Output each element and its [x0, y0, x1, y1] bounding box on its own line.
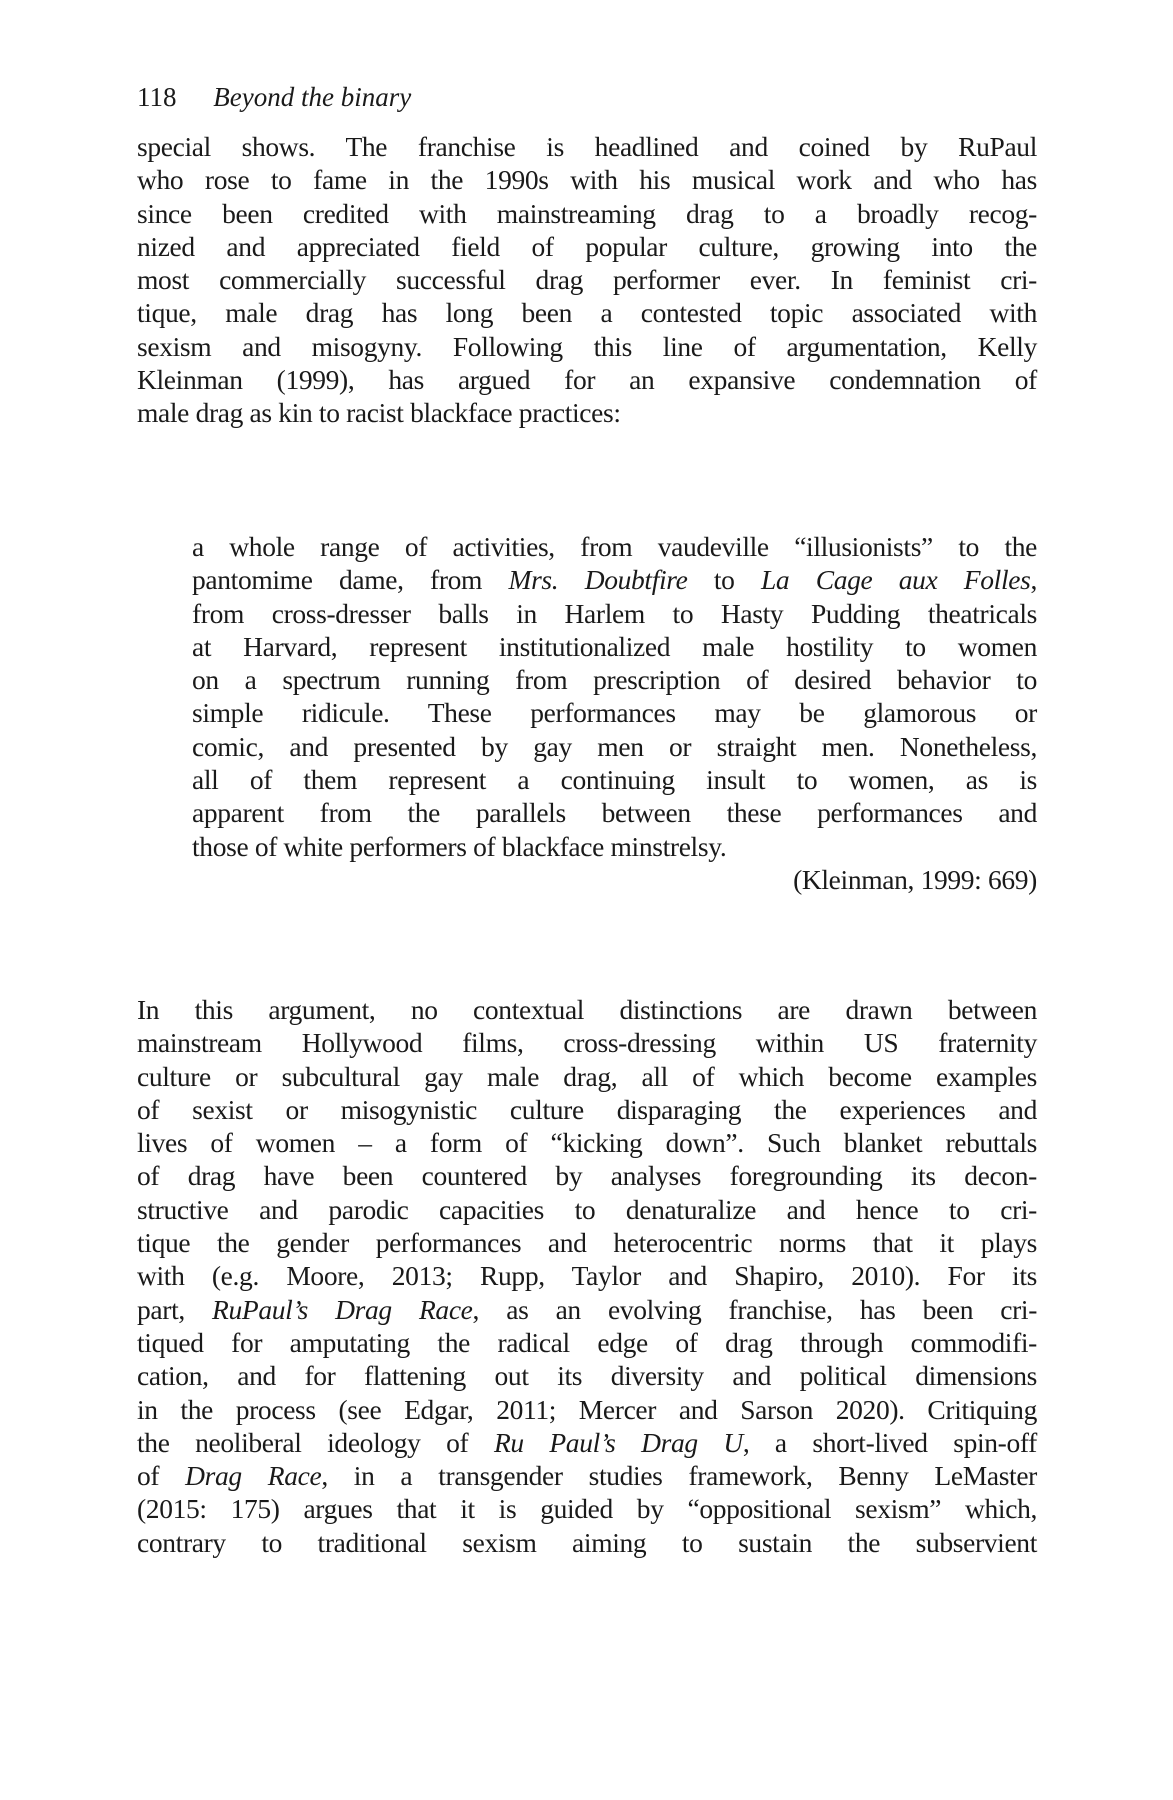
quote-citation: (Kleinman, 1999: 669) [793, 863, 1037, 895]
text-line [137, 1293, 1037, 1326]
text-run: of sexist or misogynistic culture disparaging the experiences and [137, 1093, 1037, 1125]
text-run: those of white performers of blackface minstrelsy. [192, 830, 727, 862]
text-run: tique the gender performances and heterocentric norms that it plays [137, 1227, 1037, 1259]
text-run: since been credited with mainstreaming drag to a broadly recog- [137, 197, 1037, 229]
text-run: nized and appreciated field of popular culture, growing into the [137, 230, 1037, 262]
running-head [137, 80, 411, 114]
text-run: contrary to traditional sexism aiming to sustain the subservient [137, 1526, 1037, 1558]
text-run: all of them represent a continuing insult to women, as is [192, 764, 1037, 796]
text-run: of [137, 1460, 186, 1492]
italic-title: La Cage aux Folles [760, 564, 1031, 596]
text-line [137, 1426, 1037, 1459]
text-line [137, 1026, 1037, 1059]
italic-title: Mrs. Doubtfire [508, 564, 688, 596]
text-run: In this argument, no contextual distinctions are drawn between [137, 994, 1037, 1025]
text-line [192, 730, 1037, 763]
text-line [137, 163, 1037, 196]
paragraph-1 [137, 130, 1037, 430]
text-run: of drag have been countered by analyses foregrounding its decon- [137, 1160, 1037, 1192]
text-line [137, 197, 1037, 230]
text-run: apparent from the parallels between these performances and [192, 797, 1037, 829]
paragraph-2 [137, 993, 1037, 1559]
text-run: Kleinman (1999), has argued for an expansive condemnation of [137, 364, 1037, 396]
text-run: tique, male drag has long been a contested topic associated with [137, 297, 1037, 329]
text-run: simple ridicule. These performances may be glamorous or [192, 697, 1037, 729]
italic-title: Drag Race [185, 1460, 322, 1492]
text-run: with (e.g. Moore, 2013; Rupp, Taylor and Shapiro, 2010). For its [137, 1260, 1037, 1292]
text-run: on a spectrum running from prescription of desired behavior to [192, 664, 1037, 696]
text-run: at Harvard, represent institutionalized male hostility to women [192, 630, 1037, 662]
text-run: who rose to fame in the 1990s with his musical work and who has [137, 164, 1037, 196]
text-run: , in a transgender studies framework, Benny LeMaster [321, 1460, 1037, 1492]
text-line [137, 1259, 1037, 1292]
text-run: tiqued for amputating the radical edge of drag through commodifi- [137, 1326, 1037, 1358]
text-line [137, 263, 1037, 296]
text-run: from cross-dresser balls in Harlem to Hasty Pudding theatricals [192, 597, 1037, 629]
text-line [137, 1226, 1037, 1259]
text-run: (2015: 175) argues that it is guided by “oppositional sexism” which, [137, 1493, 1037, 1525]
text-run: a whole range of activities, from vaudeville “illusionists” to the [192, 531, 1037, 562]
italic-title: RuPaul’s Drag Race [212, 1293, 473, 1325]
text-run: lives of women – a form of “kicking down”. Such blanket rebuttals [137, 1127, 1037, 1159]
text-run: pantomime dame, from [192, 564, 509, 596]
text-line [192, 796, 1037, 829]
text-line [192, 696, 1037, 729]
text-line [192, 630, 1037, 663]
text-line [137, 1393, 1037, 1426]
text-run: to [687, 564, 761, 596]
italic-title: Ru Paul’s Drag U [493, 1426, 743, 1458]
text-line [137, 1459, 1037, 1492]
text-line [137, 1093, 1037, 1126]
text-line [192, 563, 1037, 596]
text-line [137, 1492, 1037, 1525]
text-line [137, 1326, 1037, 1359]
text-line [137, 396, 1037, 429]
text-run: , as an evolving franchise, has been cri- [472, 1293, 1037, 1325]
text-line [137, 296, 1037, 329]
page-number: 118 [137, 82, 177, 112]
text-run: male drag as kin to racist blackface practices: [137, 397, 621, 429]
text-run: mainstream Hollywood films, cross-dressing within US fraternity [137, 1027, 1037, 1059]
text-line [192, 597, 1037, 630]
text-run: , a short-lived spin-off [742, 1426, 1037, 1458]
text-run: structive and parodic capacities to denaturalize and hence to cri- [137, 1193, 1037, 1225]
text-line [192, 530, 1037, 563]
text-run: special shows. The franchise is headlined and coined by RuPaul [137, 131, 1037, 162]
text-run: comic, and presented by gay men or straight men. Nonetheless, [192, 730, 1037, 762]
text-run: in the process (see Edgar, 2011; Mercer and Sarson 2020). Critiquing [137, 1393, 1037, 1425]
text-run: the neoliberal ideology of [137, 1426, 494, 1458]
running-title: Beyond the binary [213, 82, 412, 112]
text-line [137, 330, 1037, 363]
text-line [137, 1193, 1037, 1226]
text-line [137, 363, 1037, 396]
text-line [137, 1526, 1037, 1559]
text-line [137, 130, 1037, 163]
text-line [137, 1060, 1037, 1093]
block-quote [192, 530, 1037, 896]
text-line [192, 663, 1037, 696]
text-line [137, 1126, 1037, 1159]
text-run: , [1030, 564, 1037, 596]
text-run: most commercially successful drag performer ever. In feminist cri- [137, 264, 1037, 296]
text-line [192, 763, 1037, 796]
text-run: cation, and for flattening out its diversity and political dimensions [137, 1360, 1037, 1392]
text-run: culture or subcultural gay male drag, all of which become examples [137, 1060, 1037, 1092]
text-line [137, 1159, 1037, 1192]
text-run: part, [137, 1293, 213, 1325]
text-run: sexism and misogyny. Following this line of argumentation, Kelly [137, 330, 1037, 362]
text-line [137, 230, 1037, 263]
text-line [137, 993, 1037, 1026]
text-line [137, 1359, 1037, 1392]
text-line [192, 830, 1037, 863]
